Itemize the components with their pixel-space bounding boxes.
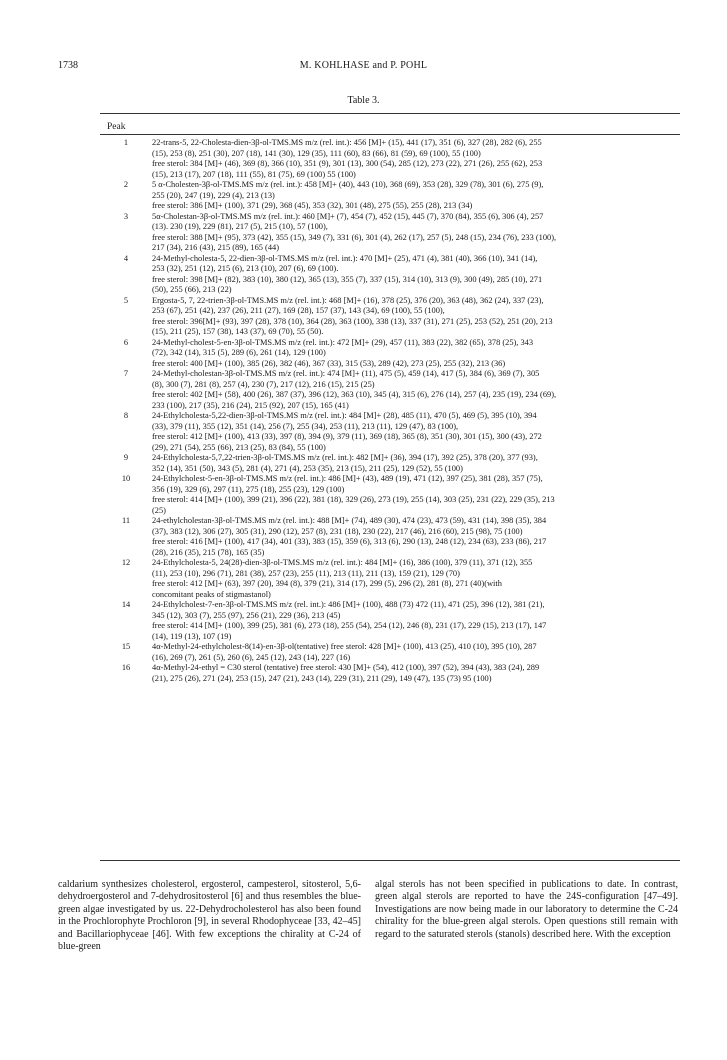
spectrum-line: (28), 216 (35), 215 (78), 165 (35) <box>152 547 265 557</box>
body-text <box>58 879 678 953</box>
table-row <box>100 138 680 180</box>
peak-number: 2 <box>123 180 129 189</box>
spectrum-line: 24-Methyl-cholesta-5, 22-dien-3β-ol-TMS.MS m/z (rel. int.): 470 [M]+ (25), 471 (4), 381 (40), 366 (10), 341 (14), <box>152 253 538 263</box>
table-row <box>100 369 680 411</box>
spectrum-entry <box>152 338 680 370</box>
spectrum-line: free sterol: 388 [M]+ (95), 373 (42), 355 (15), 349 (7), 331 (6), 301 (4), 262 (17), 257 (5), 248 (15), 234 (76), 233 (100), <box>152 232 557 242</box>
running-head: M. KOHLHASE and P. POHL <box>299 60 428 71</box>
spectrum-line: (15), 211 (25), 157 (38), 143 (37), 69 (70), 55 (50). <box>152 327 324 336</box>
spectrum-entry <box>152 180 680 212</box>
spectrum-entry <box>152 254 680 296</box>
peak-number: 15 <box>121 642 131 651</box>
spectrum-line: 5α-Cholestan-3β-ol-TMS.MS m/z (rel. int.): 460 [M]+ (7), 454 (7), 452 (15), 445 (7), 370 (84), 355 (6), 306 (4), 257 <box>152 211 544 221</box>
table-row <box>100 516 680 558</box>
spectrum-line: (21), 275 (26), 271 (24), 253 (15), 247 (21), 243 (14), 229 (31), 211 (29), 149 (47), 135 (73) 95 (100) <box>152 673 492 683</box>
spectrum-entry <box>152 138 680 180</box>
spectrum-entry <box>152 411 680 453</box>
spectrum-entry <box>152 212 680 254</box>
spectrum-line: 345 (12), 303 (7), 255 (97), 256 (21), 229 (36), 213 (45) <box>152 610 341 620</box>
spectrum-line: free sterol: 398 [M]+ (82), 383 (10), 380 (12), 365 (13), 355 (7), 337 (15), 314 (10), 313 (9), 300 (49), 285 (10), 271 <box>152 274 543 284</box>
table-row <box>100 338 680 370</box>
table-row <box>100 663 680 684</box>
spectrum-line: free sterol: 412 [M]+ (63), 397 (20), 394 (8), 379 (21), 314 (17), 299 (5), 296 (2), 281 (8), 271 (40)(with <box>152 579 502 588</box>
spectrum-line: 356 (19), 329 (6), 297 (11), 275 (18), 255 (23), 129 (100) <box>152 484 345 494</box>
peak-number: 5 <box>123 295 129 305</box>
table-bottom-rule <box>100 860 680 861</box>
table-row <box>100 212 680 254</box>
spectrum-line: 24-ethylcholestan-3β-ol-TMS.MS m/z (rel. int.): 488 [M]+ (74), 489 (30), 474 (23), 473 (59), 431 (14), 398 (35), 384 <box>152 516 547 525</box>
table-row <box>100 180 680 212</box>
spectrum-line: 24-Methyl-cholest-5-en-3β-ol-TMS.MS m/z (rel. int.): 472 [M]+ (29), 457 (11), 383 (22), 382 (65), 378 (25), 343 <box>152 337 534 347</box>
body-column-right <box>375 879 678 953</box>
spectrum-line: 253 (32), 251 (12), 215 (6), 213 (10), 207 (6), 69 (100). <box>152 264 339 273</box>
spectrum-line: (15), 213 (17), 207 (18), 111 (55), 81 (75), 69 (100) 55 (100) <box>152 169 356 179</box>
table-row <box>100 642 680 663</box>
spectrum-entry <box>152 296 680 338</box>
spectrum-line: (33), 379 (11), 355 (12), 351 (14), 256 (7), 255 (34), 253 (11), 213 (11), 129 (47), 83 (100), <box>152 421 459 431</box>
table-header-rule <box>100 134 680 135</box>
spectrum-line: 255 (20), 247 (19), 229 (4), 213 (13) <box>152 190 275 200</box>
peak-number: 4 <box>123 253 129 263</box>
table-row <box>100 453 680 474</box>
peak-number: 3 <box>123 211 129 221</box>
spectrum-line: 22-trans-5, 22-Cholesta-dien-3β-ol-TMS.MS m/z (rel. int.): 456 [M]+ (15), 441 (17), 351 (6), 327 (28), 282 (6), 255 <box>152 138 542 147</box>
peak-number: 12 <box>121 558 131 567</box>
body-column-left <box>58 879 361 953</box>
spectrum-line: (13). 230 (19), 229 (81), 217 (5), 215 (10), 57 (100), <box>152 222 328 231</box>
spectrum-line: 253 (67), 251 (42), 237 (26), 211 (27), 169 (28), 157 (37), 143 (34), 69 (100), 55 (100), <box>152 306 445 315</box>
spectrum-line: free sterol: 402 [M]+ (58), 400 (26), 387 (37), 396 (12), 363 (10), 345 (4), 315 (6), 276 (14), 257 (4), 235 (19), 234 (69), <box>152 390 557 399</box>
spectrum-line: (15), 253 (8), 251 (30), 207 (18), 141 (30), 129 (35), 111 (60), 83 (66), 81 (59), 69 (100), 55 (100) <box>152 148 481 158</box>
table-caption: Table 3. <box>347 95 380 106</box>
peak-number: 8 <box>123 411 129 420</box>
peak-number: 6 <box>123 337 129 347</box>
spectrum-entry <box>152 558 680 600</box>
spectrum-line: 24-Ethylcholesta-5, 24(28)-dien-3β-ol-TMS.MS m/z (rel. int.): 484 [M]+ (16), 386 (100), 379 (11), 371 (12), 355 <box>152 558 533 567</box>
spectrum-line: 217 (34), 216 (43), 215 (89), 165 (44) <box>152 243 279 252</box>
mass-spectra-table <box>100 138 680 684</box>
spectrum-line: (25) <box>152 505 166 515</box>
spectrum-line: (16), 269 (7), 261 (5), 260 (6), 245 (12), 243 (14), 227 (16) <box>152 652 351 662</box>
spectrum-line: free sterol: 386 [M]+ (100), 371 (29), 368 (45), 353 (32), 301 (48), 275 (55), 255 (28), 213 (34) <box>152 201 473 210</box>
spectrum-line: 5 α-Cholesten-3β-ol-TMS.MS m/z (rel. int.): 458 [M]+ (40), 443 (10), 368 (69), 353 (28), 329 (78), 301 (6), 275 (9), <box>152 180 544 189</box>
spectrum-entry <box>152 474 680 516</box>
spectrum-line: 24-Ethylcholesta-5,7,22-trien-3β-ol-TMS.MS m/z (rel. int.): 482 [M]+ (36), 394 (17), 392 (25), 378 (20), 377 (93), <box>152 453 538 462</box>
spectrum-line: 4α-Methyl-24-ethylcholest-8(14)-en-3β-ol(tentative) free sterol: 428 [M]+ (100), 413 (25), 410 (10), 395 (10), 287 <box>152 642 537 651</box>
peak-number: 16 <box>121 663 131 672</box>
peak-number: 9 <box>123 453 129 462</box>
spectrum-line: 24-Ethylcholest-7-en-3β-ol-TMS.MS m/z (rel. int.): 486 [M]+ (100), 488 (73) 472 (11), 471 (25), 396 (12), 381 (21), <box>152 600 545 609</box>
spectrum-line: (29), 271 (54), 255 (66), 213 (25), 83 (84), 55 (100) <box>152 442 326 452</box>
spectrum-line: (50), 255 (66), 213 (22) <box>152 285 232 294</box>
table-row <box>100 411 680 453</box>
spectrum-line: free sterol: 414 [M]+ (100), 399 (25), 381 (6), 273 (18), 255 (54), 254 (12), 246 (8), 231 (17), 229 (15), 213 (17), 147 <box>152 621 547 630</box>
spectrum-entry <box>152 453 680 474</box>
spectrum-line: (72), 342 (14), 315 (5), 289 (6), 261 (14), 129 (100) <box>152 348 326 357</box>
spectrum-entry <box>152 516 680 558</box>
spectrum-entry <box>152 642 680 663</box>
peak-number: 10 <box>121 474 131 483</box>
table-row <box>100 558 680 600</box>
spectrum-line: (37), 383 (12), 306 (27), 305 (31), 290 (12), 257 (8), 231 (18), 230 (22), 217 (46), 216 (60), 215 (98), 75 (100) <box>152 526 523 536</box>
spectrum-line: 24-Ethylcholest-5-en-3β-ol-TMS.MS m/z (rel. int.): 486 [M]+ (43), 489 (19), 471 (12), 397 (25), 381 (28), 357 (75), <box>152 474 543 483</box>
body-paragraph-right: algal sterols has not been specified in publications to date. In contrast, green algal sterols are reported to have the 24S-configuration [47–49]. Investigations are now being made in our laboratory to determine the C-24 chirality for the blue-green algal sterols. Open questions still remain with regard to the saturated sterols (stanols) described here. With the exception <box>375 879 678 940</box>
spectrum-line: 233 (100), 217 (35), 216 (24), 215 (92), 207 (15), 165 (41) <box>152 400 349 410</box>
spectrum-line: free sterol: 400 [M]+ (100), 385 (26), 382 (46), 367 (33), 315 (53), 289 (42), 273 (25), 255 (32), 213 (36) <box>152 358 506 368</box>
peak-number: 1 <box>123 138 129 147</box>
table-top-rule <box>100 113 680 114</box>
spectrum-line: concomitant peaks of stigmastanol) <box>152 589 271 599</box>
spectrum-entry <box>152 600 680 642</box>
table-row <box>100 254 680 296</box>
spectrum-line: Ergosta-5, 7, 22-trien-3β-ol-TMS.MS m/z (rel. int.): 468 [M]+ (16), 378 (25), 376 (20), 363 (48), 362 (24), 337 (23), <box>152 295 544 305</box>
peak-number: 7 <box>123 369 129 378</box>
spectrum-line: free sterol: 396[M]+ (93), 397 (28), 378 (10), 364 (28), 363 (100), 338 (13), 337 (31), 271 (25), 253 (52), 251 (20), 213 <box>152 316 553 326</box>
spectrum-entry <box>152 369 680 411</box>
page-number: 1738 <box>58 60 78 71</box>
spectrum-line: free sterol: 414 [M]+ (100), 399 (21), 396 (22), 381 (18), 329 (26), 273 (19), 255 (14), 303 (25), 231 (22), 229 (35), 213 <box>152 495 555 504</box>
peak-number: 11 <box>121 516 131 525</box>
spectrum-entry <box>152 663 680 684</box>
spectrum-line: 24-Ethylcholesta-5,22-dien-3β-ol-TMS.MS m/z (rel. int.): 484 [M]+ (28), 485 (11), 470 (5), 469 (5), 395 (10), 394 <box>152 411 537 420</box>
body-paragraph-left: caldarium synthesizes cholesterol, ergosterol, campesterol, sitosterol, 5,6-dehydroergosterol and 7-dehydrositosterol [6] and thus resembles the blue-green algae investigated by us. 22-Dehydrocholesterol has also been found in the Prochlorophyte Prochloron [9], in several Rhodophyceae [33, 42–45] and Bacillariophyceae [46]. With few exceptions the chirality at C-24 of blue-green <box>58 879 361 953</box>
spectrum-line: (14), 119 (13), 107 (19) <box>152 631 232 641</box>
spectrum-line: (8), 300 (7), 281 (8), 257 (4), 230 (7), 217 (12), 216 (15), 215 (25) <box>152 379 375 389</box>
spectrum-line: 352 (14), 351 (50), 343 (5), 281 (4), 271 (4), 253 (35), 213 (15), 211 (25), 129 (52), 55 (100) <box>152 463 463 473</box>
spectrum-line: 4α-Methyl-24-ethyl = C30 sterol (tentative) free sterol: 430 [M]+ (54), 412 (100), 397 (52), 394 (43), 383 (24), 289 <box>152 663 540 672</box>
spectrum-line: free sterol: 384 [M]+ (46), 369 (8), 366 (10), 351 (9), 301 (13), 300 (54), 285 (12), 273 (22), 271 (26), 255 (62), 253 <box>152 159 543 168</box>
table-row <box>100 296 680 338</box>
spectrum-line: 24-Methyl-cholestan-3β-ol-TMS.MS m/z (rel. int.): 474 [M]+ (11), 475 (5), 459 (14), 417 (5), 384 (6), 369 (7), 305 <box>152 369 540 378</box>
peak-number: 14 <box>121 600 131 609</box>
table-row <box>100 600 680 642</box>
column-header-peak: Peak <box>107 122 126 132</box>
spectrum-line: (11), 253 (10), 296 (71), 281 (38), 257 (23), 255 (11), 213 (11), 211 (13), 159 (21), 129 (70) <box>152 568 460 578</box>
spectrum-line: free sterol: 416 [M]+ (100), 417 (34), 401 (33), 383 (15), 359 (6), 313 (6), 290 (13), 248 (12), 234 (63), 233 (86), 217 <box>152 537 547 546</box>
table-row <box>100 474 680 516</box>
spectrum-line: free sterol: 412 [M]+ (100), 413 (33), 397 (8), 394 (9), 379 (11), 369 (18), 365 (8), 351 (30), 301 (15), 300 (43), 272 <box>152 432 542 441</box>
